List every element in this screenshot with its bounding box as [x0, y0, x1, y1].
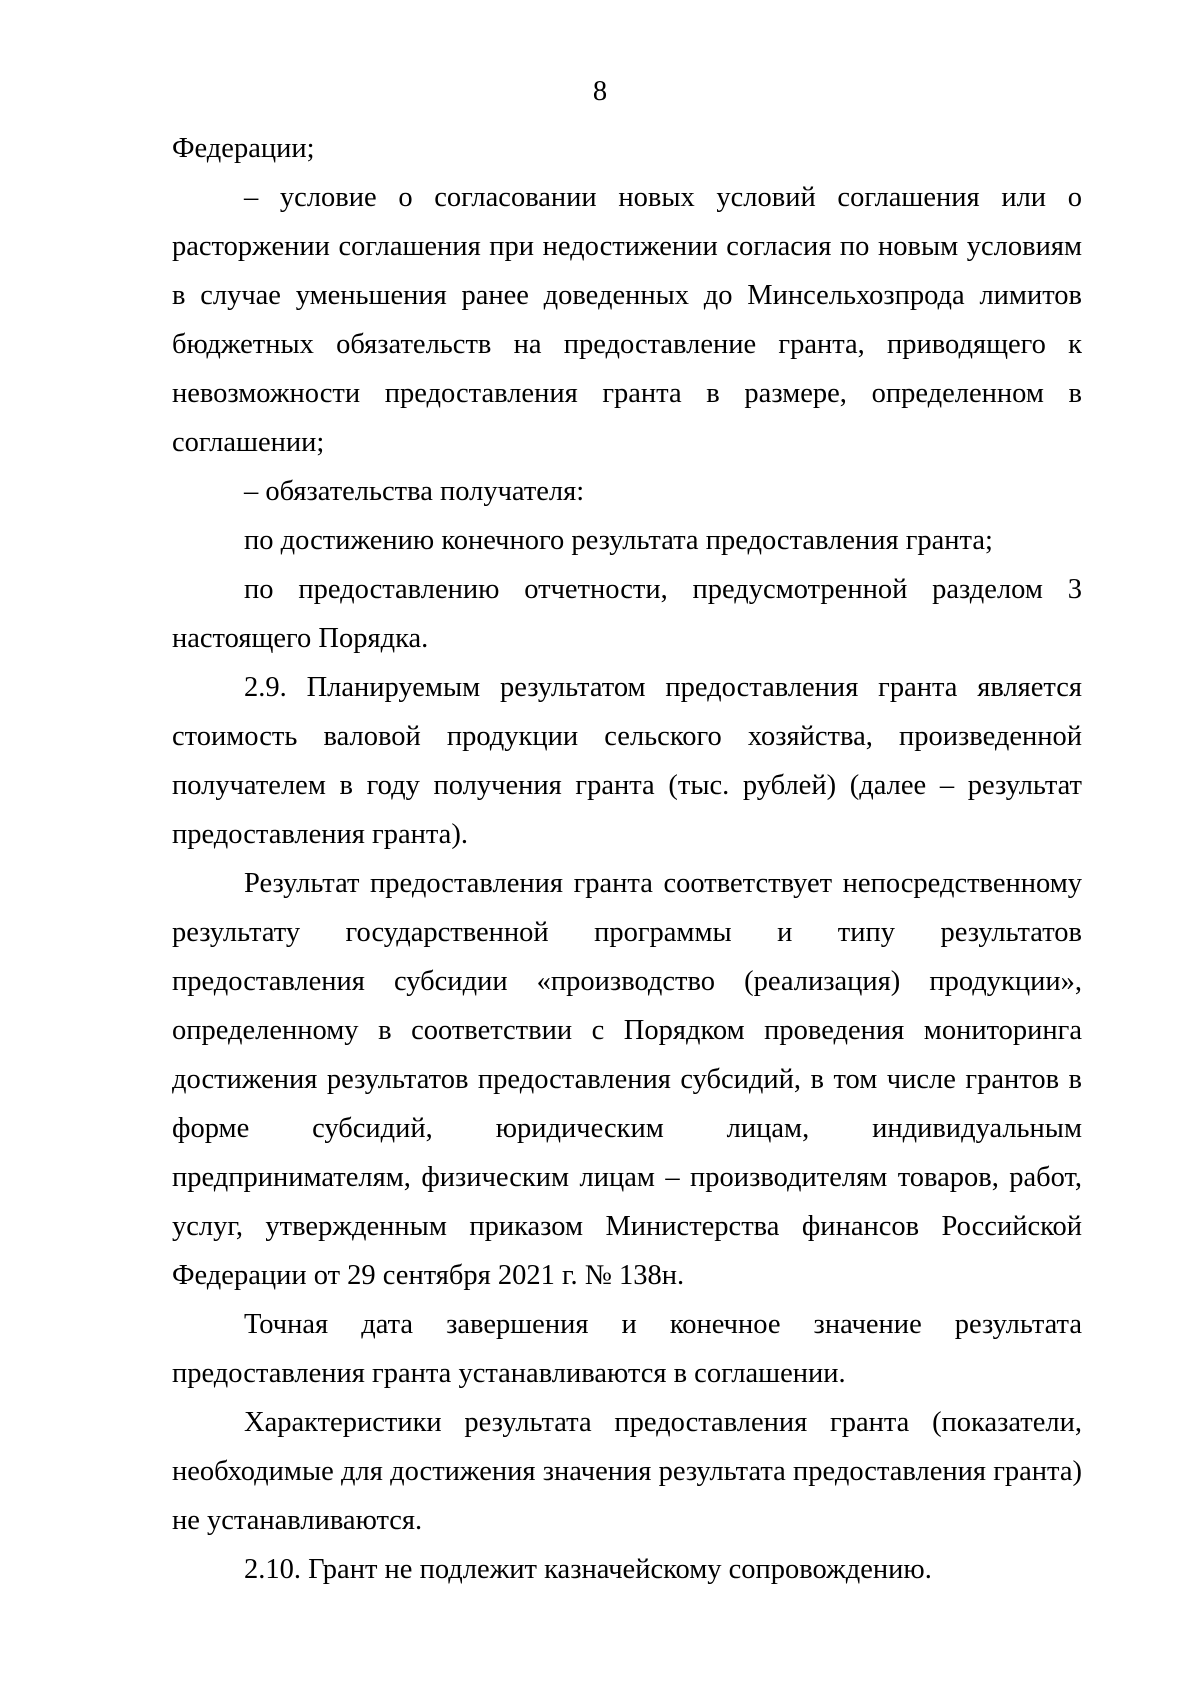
paragraph-9: Характеристики результата предоставления гранта (показатели, необходимые для достижения значения результата предоставления гранта) не устанавливаются.	[172, 1407, 1082, 1536]
paragraph-3: – обязательства получателя:	[244, 476, 585, 507]
document-body	[172, 124, 1082, 1594]
paragraph-2: – условие о согласовании новых условий соглашения или о расторжении соглашения при недостижении согласия по новым условиям в случае уменьшения ранее доведенных до Минсельхозпрода лимитов бюджетных обязательств на предоставление гранта, приводящего к невозможности предоставления гранта в размере, определенном в соглашении;	[172, 182, 1082, 458]
page-number: 8	[592, 76, 608, 107]
paragraph-8: Точная дата завершения и конечное значение результата предоставления гранта устанавливаются в соглашении.	[172, 1309, 1082, 1389]
paragraph-7: Результат предоставления гранта соответствует непосредственному результату государственной программы и типу результатов предоставления субсидии «производство (реализация) продукции», определенному в соответствии с Порядком проведения мониторинга достижения результатов предоставления субсидий, в том числе грантов в форме субсидий, юридическим лицам, индивидуальным предпринимателям, физическим лицам – производителям товаров, работ, услуг, утвержденным приказом Министерства финансов Российской Федерации от 29 сентября 2021 г. № 138н.	[172, 868, 1082, 1291]
paragraph-4: по достижению конечного результата предоставления гранта;	[244, 525, 993, 556]
paragraph-5: по предоставлению отчетности, предусмотренной разделом 3 настоящего Порядка.	[172, 574, 1082, 654]
paragraph-10: 2.10. Грант не подлежит казначейскому сопровождению.	[244, 1554, 932, 1585]
paragraph-6: 2.9. Планируемым результатом предоставления гранта является стоимость валовой продукции сельского хозяйства, произведенной получателем в году получения гранта (тыс. рублей) (далее – результат предоставления гранта).	[172, 672, 1082, 850]
paragraph-1: Федерации;	[172, 133, 315, 164]
